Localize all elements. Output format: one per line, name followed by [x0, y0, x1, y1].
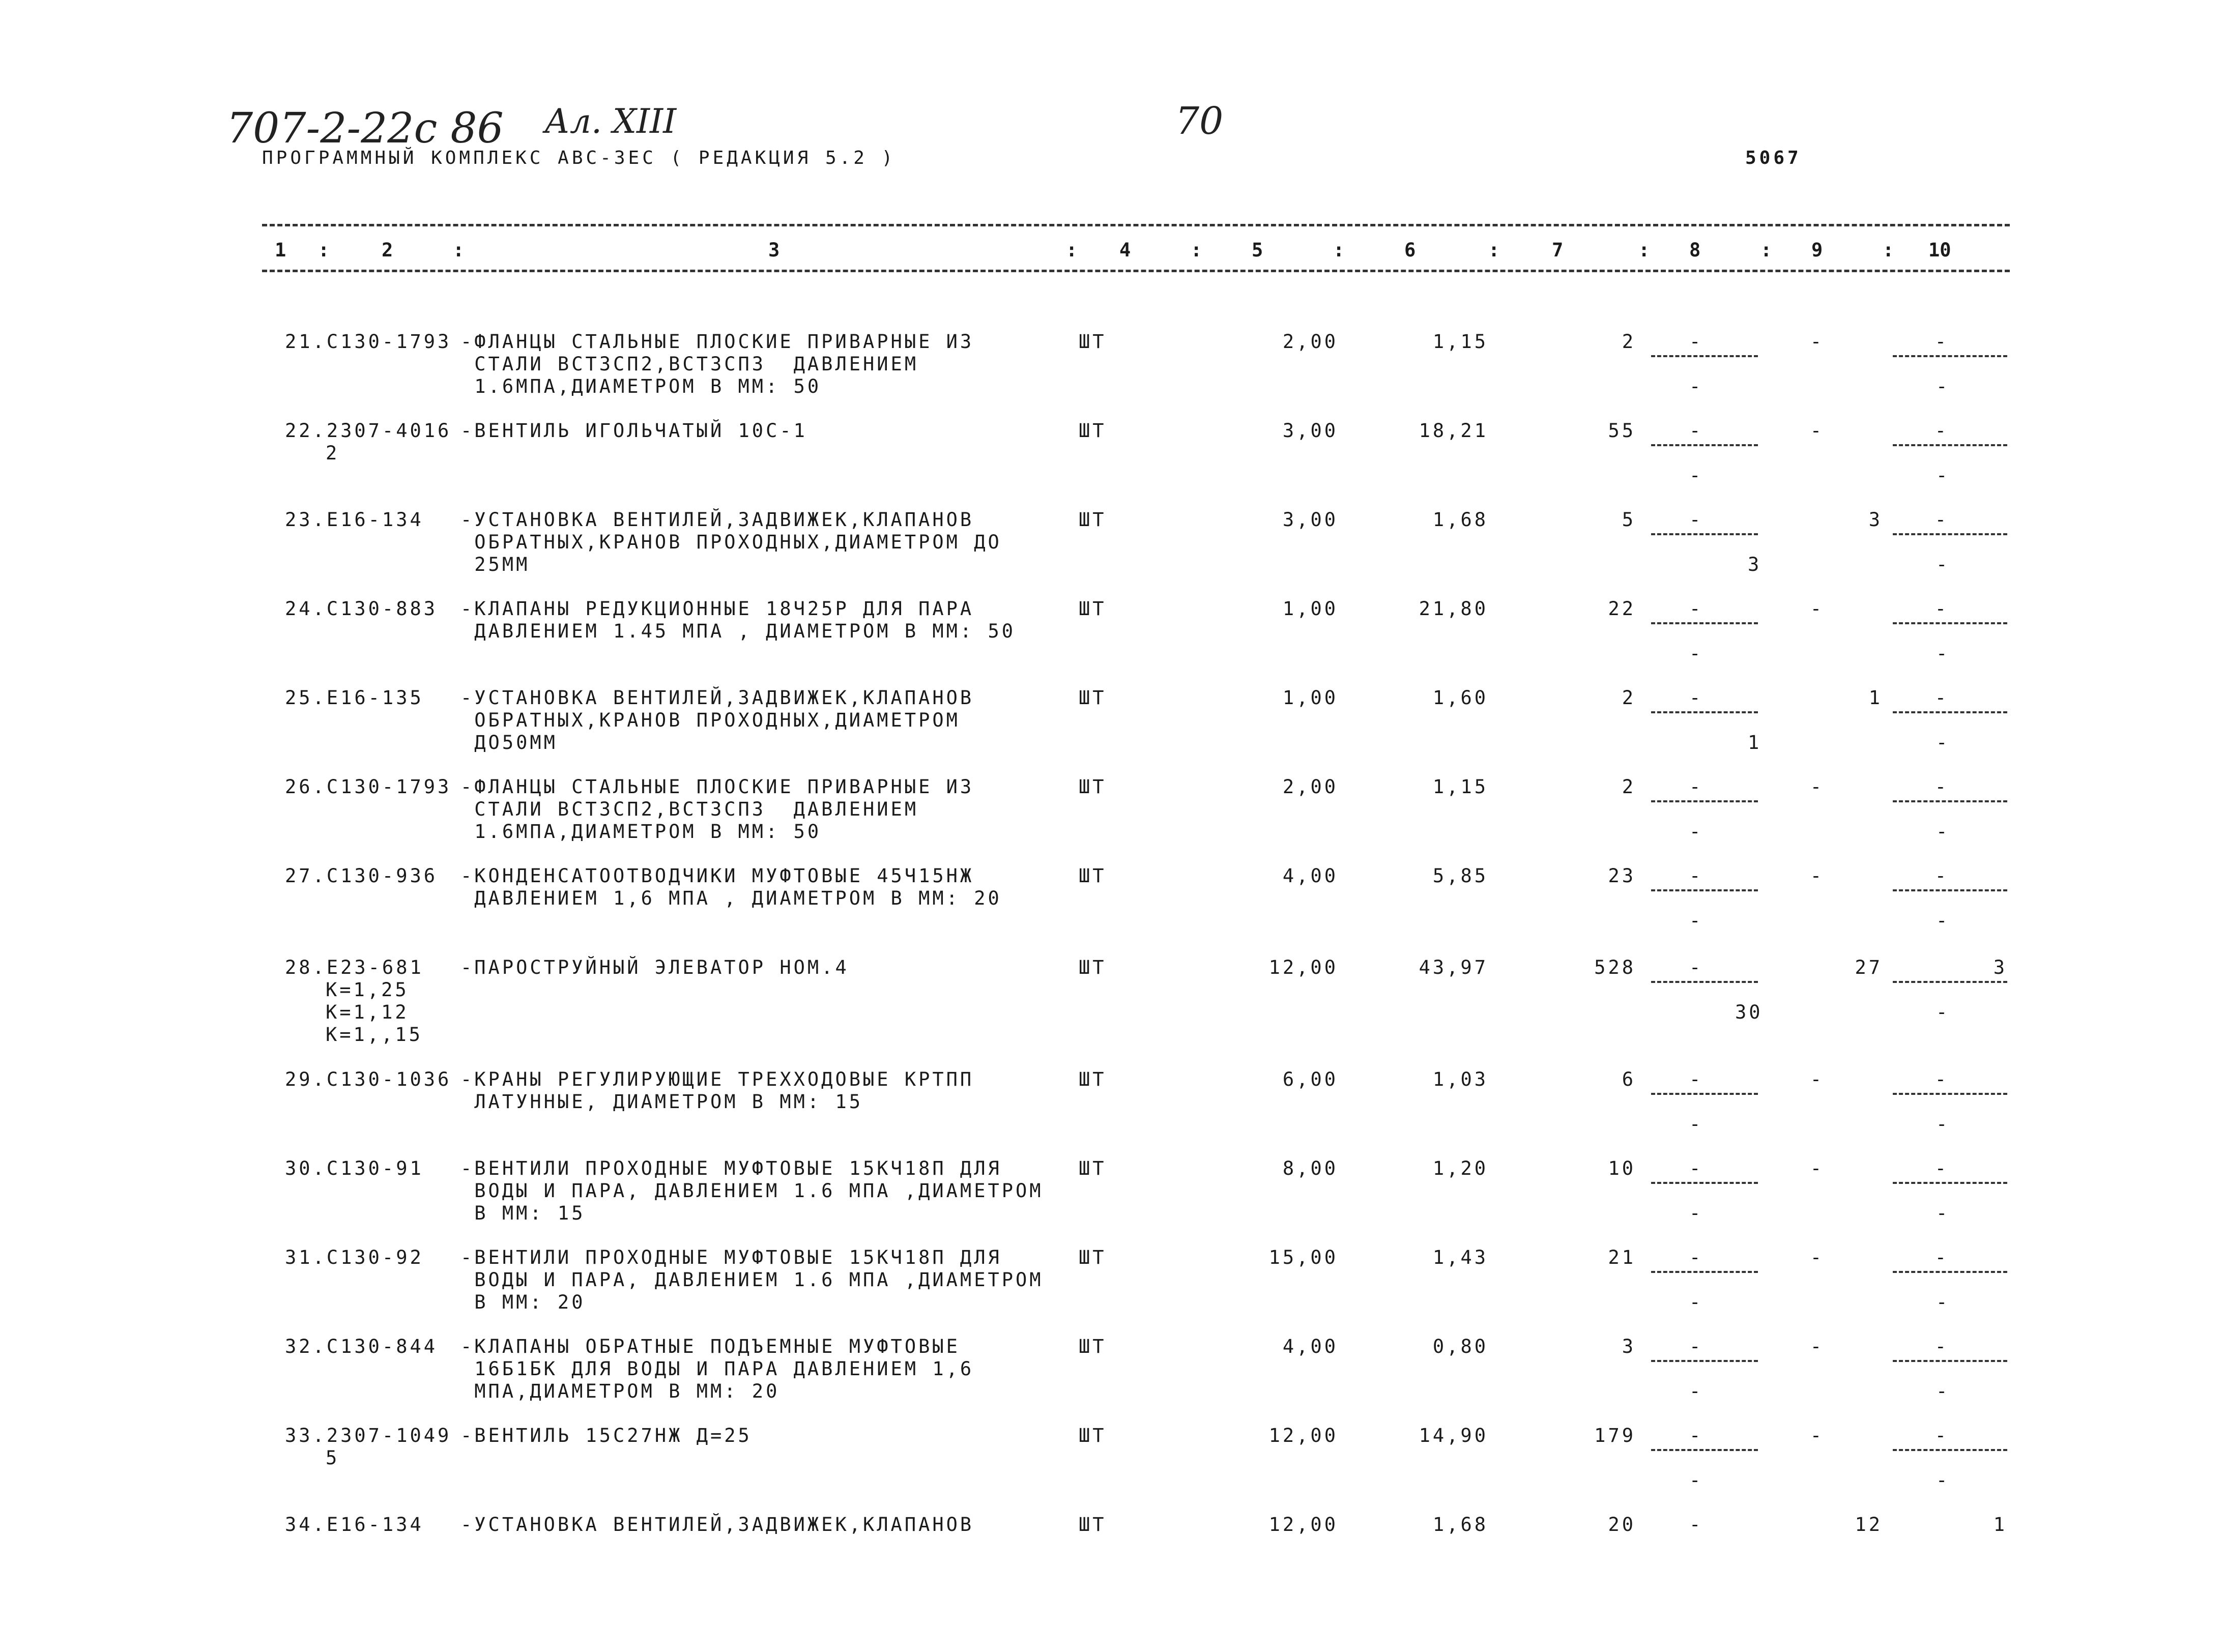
- row-col9: -: [1810, 865, 1824, 887]
- row-col10-fraction-line: [1893, 981, 2007, 983]
- row-code: 26.С130-1793: [285, 776, 452, 798]
- row-unit: ШТ: [1079, 1425, 1107, 1446]
- row-col8-top: -: [1689, 420, 1703, 442]
- column-separator: :: [1638, 239, 1650, 261]
- header-rule-top: [262, 224, 2010, 226]
- row-col9: 1: [1868, 687, 1883, 709]
- row-unit: ШТ: [1079, 420, 1107, 442]
- column-heading-9: 9: [1811, 239, 1823, 261]
- row-col10-top: 1: [1993, 1514, 2007, 1535]
- row-total: 6: [1622, 1068, 1636, 1090]
- row-col8-fraction-line: [1651, 1271, 1758, 1273]
- row-col10-top: -: [1934, 1336, 1949, 1357]
- row-col8-top: -: [1689, 1514, 1703, 1535]
- row-description: -ФЛАНЦЫ СТАЛЬНЫЕ ПЛОСКИЕ ПРИВАРНЫЕ ИЗ СТАЛИ ВСТ3СП2,ВСТ3СП3 ДАВЛЕНИЕМ 1.6МПА,ДИАМЕТРОМ В ММ: 50: [460, 331, 974, 397]
- row-quantity: 8,00: [1282, 1157, 1338, 1179]
- row-col8-bottom: -: [1689, 1202, 1703, 1224]
- row-col10-bottom: -: [1936, 1113, 1950, 1135]
- column-heading-5: 5: [1252, 239, 1263, 261]
- column-heading-2: 2: [382, 239, 393, 261]
- row-code: 25.Е16-135: [285, 687, 424, 709]
- row-col8-bottom: -: [1689, 821, 1703, 843]
- row-col10-fraction-line: [1893, 622, 2007, 624]
- row-col8-fraction-line: [1651, 889, 1758, 891]
- column-heading-4: 4: [1119, 239, 1131, 261]
- row-description: -КЛАПАНЫ ОБРАТНЫЕ ПОДЪЕМНЫЕ МУФТОВЫЕ 16Б1БК ДЛЯ ВОДЫ И ПАРА ДАВЛЕНИЕМ 1,6 МПА,ДИАМЕТРОМ В ММ: 20: [460, 1336, 974, 1402]
- row-col8-fraction-line: [1651, 1360, 1758, 1362]
- row-quantity: 1,00: [1282, 598, 1338, 620]
- row-col10-top: -: [1934, 598, 1949, 620]
- row-col8-bottom: -: [1689, 643, 1703, 664]
- row-col10-fraction-line: [1893, 444, 2007, 446]
- row-description: -ФЛАНЦЫ СТАЛЬНЫЕ ПЛОСКИЕ ПРИВАРНЫЕ ИЗ СТАЛИ ВСТ3СП2,ВСТ3СП3 ДАВЛЕНИЕМ 1.6МПА,ДИАМЕТРОМ В ММ: 50: [460, 776, 974, 843]
- row-quantity: 12,00: [1268, 957, 1338, 978]
- handwritten-album: Ал. XIII: [544, 102, 677, 141]
- row-col9: 3: [1868, 509, 1883, 531]
- row-quantity: 2,00: [1282, 331, 1338, 353]
- row-description: -КОНДЕНСАТООТВОДЧИКИ МУФТОВЫЕ 45Ч15НЖ ДАВЛЕНИЕМ 1,6 МПА , ДИАМЕТРОМ В ММ: 20: [460, 865, 1002, 909]
- row-col10-bottom: -: [1936, 732, 1950, 753]
- row-code: 22.2307-4016: [285, 420, 452, 442]
- row-total: 10: [1608, 1157, 1636, 1179]
- row-code-extra: К=1,25 К=1,12 К=1,,15: [326, 979, 423, 1046]
- row-col8-bottom: -: [1689, 1291, 1703, 1313]
- row-col8-bottom: -: [1689, 910, 1703, 932]
- row-col10-bottom: -: [1936, 821, 1950, 843]
- row-col9: 12: [1855, 1514, 1883, 1535]
- row-col9: -: [1810, 1157, 1824, 1179]
- row-col10-top: 3: [1993, 957, 2007, 978]
- row-col10-top: -: [1934, 1068, 1949, 1090]
- row-unit: ШТ: [1079, 1157, 1107, 1179]
- row-col8-top: -: [1689, 331, 1703, 353]
- row-col8-top: -: [1689, 1425, 1703, 1446]
- row-code: 31.С130-92: [285, 1247, 424, 1268]
- row-description: -ВЕНТИЛЬ 15С27НЖ Д=25: [460, 1425, 752, 1446]
- row-col8-top: -: [1689, 687, 1703, 709]
- row-col10-bottom: -: [1936, 465, 1950, 486]
- row-price: 1,68: [1432, 1514, 1488, 1535]
- row-col8-top: -: [1689, 598, 1703, 620]
- row-col8-bottom: -: [1689, 1380, 1703, 1402]
- row-total: 5: [1622, 509, 1636, 531]
- row-code: 27.С130-936: [285, 865, 438, 887]
- column-separator: :: [1488, 239, 1500, 261]
- row-total: 2: [1622, 687, 1636, 709]
- row-code: 21.С130-1793: [285, 331, 452, 353]
- row-col8-top: -: [1689, 1336, 1703, 1357]
- row-total: 23: [1608, 865, 1636, 887]
- column-separator: :: [1333, 239, 1345, 261]
- row-code-extra: 5: [326, 1447, 340, 1469]
- row-col9: -: [1810, 1068, 1824, 1090]
- row-col10-bottom: -: [1936, 1380, 1950, 1402]
- row-col9: 27: [1855, 957, 1883, 978]
- handwritten-code: 707-2-22с 86: [226, 104, 504, 153]
- row-price: 1,15: [1432, 331, 1488, 353]
- handwritten-page-number: 70: [1175, 99, 1224, 143]
- row-description: -ВЕНТИЛИ ПРОХОДНЫЕ МУФТОВЫЕ 15КЧ18П ДЛЯ ВОДЫ И ПАРА, ДАВЛЕНИЕМ 1.6 МПА ,ДИАМЕТРОМ В ММ: 20: [460, 1247, 1044, 1313]
- row-col8-bottom: -: [1689, 1469, 1703, 1491]
- row-col10-top: -: [1934, 420, 1949, 442]
- row-col8-bottom: -: [1689, 375, 1703, 397]
- row-col9: -: [1810, 1247, 1824, 1268]
- row-col8-bottom: 30: [1735, 1001, 1763, 1023]
- row-quantity: 4,00: [1282, 1336, 1338, 1357]
- row-col10-top: -: [1934, 687, 1949, 709]
- row-total: 179: [1594, 1425, 1636, 1446]
- row-code: 28.Е23-681: [285, 957, 424, 978]
- row-price: 43,97: [1419, 957, 1488, 978]
- row-price: 21,80: [1419, 598, 1488, 620]
- row-description: -КЛАПАНЫ РЕДУКЦИОННЫЕ 18Ч25Р ДЛЯ ПАРА ДАВЛЕНИЕМ 1.45 МПА , ДИАМЕТРОМ В ММ: 50: [460, 598, 1016, 642]
- row-col10-fraction-line: [1893, 1360, 2007, 1362]
- row-total: 20: [1608, 1514, 1636, 1535]
- row-col9: -: [1810, 331, 1824, 353]
- row-col9: -: [1810, 1425, 1824, 1446]
- row-price: 1,15: [1432, 776, 1488, 798]
- row-col10-fraction-line: [1893, 1449, 2007, 1451]
- row-col10-top: -: [1934, 1425, 1949, 1446]
- row-col10-fraction-line: [1893, 355, 2007, 357]
- row-total: 528: [1594, 957, 1636, 978]
- row-code: 24.С130-883: [285, 598, 438, 620]
- row-quantity: 12,00: [1268, 1425, 1338, 1446]
- row-col9: -: [1810, 420, 1824, 442]
- row-col10-bottom: -: [1936, 643, 1950, 664]
- row-col8-fraction-line: [1651, 800, 1758, 802]
- row-total: 3: [1622, 1336, 1636, 1357]
- row-col8-fraction-line: [1651, 1449, 1758, 1451]
- row-col10-bottom: -: [1936, 375, 1950, 397]
- row-price: 5,85: [1432, 865, 1488, 887]
- row-col8-top: -: [1689, 509, 1703, 531]
- row-col8-fraction-line: [1651, 711, 1758, 713]
- row-price: 1,03: [1432, 1068, 1488, 1090]
- row-col10-bottom: -: [1936, 1202, 1950, 1224]
- row-description: -ВЕНТИЛЬ ИГОЛЬЧАТЫЙ 10С-1: [460, 420, 807, 442]
- row-description: -УСТАНОВКА ВЕНТИЛЕЙ,ЗАДВИЖЕК,КЛАПАНОВ ОБРАТНЫХ,КРАНОВ ПРОХОДНЫХ,ДИАМЕТРОМ ДО50ММ: [460, 687, 974, 753]
- row-col8-fraction-line: [1651, 444, 1758, 446]
- row-price: 18,21: [1419, 420, 1488, 442]
- row-unit: ШТ: [1079, 1514, 1107, 1535]
- row-unit: ШТ: [1079, 331, 1107, 353]
- row-col8-top: -: [1689, 957, 1703, 978]
- row-unit: ШТ: [1079, 1247, 1107, 1268]
- row-unit: ШТ: [1079, 1336, 1107, 1357]
- column-heading-8: 8: [1689, 239, 1701, 261]
- row-col9: -: [1810, 598, 1824, 620]
- row-col10-bottom: -: [1936, 1291, 1950, 1313]
- row-col9: -: [1810, 1336, 1824, 1357]
- row-col8-bottom: -: [1689, 1113, 1703, 1135]
- row-col8-top: -: [1689, 1157, 1703, 1179]
- column-heading-3: 3: [768, 239, 780, 261]
- column-separator: :: [1191, 239, 1202, 261]
- column-separator: :: [1883, 239, 1894, 261]
- row-unit: ШТ: [1079, 1068, 1107, 1090]
- row-code: 23.Е16-134: [285, 509, 424, 531]
- row-price: 1,68: [1432, 509, 1488, 531]
- column-separator: :: [453, 239, 465, 261]
- header-rule-bottom: [262, 270, 2010, 272]
- row-price: 1,20: [1432, 1157, 1488, 1179]
- column-separator: :: [1760, 239, 1772, 261]
- row-col8-top: -: [1689, 776, 1703, 798]
- row-quantity: 12,00: [1268, 1514, 1338, 1535]
- row-unit: ШТ: [1079, 598, 1107, 620]
- row-col8-bottom: -: [1689, 465, 1703, 486]
- row-description: -КРАНЫ РЕГУЛИРУЮЩИЕ ТРЕХХОДОВЫЕ КРТПП ЛАТУННЫЕ, ДИАМЕТРОМ В ММ: 15: [460, 1068, 974, 1113]
- row-col10-fraction-line: [1893, 533, 2007, 535]
- column-heading-10: 10: [1928, 239, 1951, 261]
- row-col10-top: -: [1934, 509, 1949, 531]
- row-description: -УСТАНОВКА ВЕНТИЛЕЙ,ЗАДВИЖЕК,КЛАПАНОВ: [460, 1514, 974, 1535]
- row-quantity: 2,00: [1282, 776, 1338, 798]
- row-description: -ПАРОСТРУЙНЫЙ ЭЛЕВАТОР НОМ.4: [460, 957, 849, 978]
- column-separator: :: [1066, 239, 1078, 261]
- doc-number: 5067: [1745, 148, 1802, 168]
- row-col9: -: [1810, 776, 1824, 798]
- row-col10-bottom: -: [1936, 910, 1950, 932]
- program-header: ПРОГРАММНЫЙ КОМПЛЕКС АВС-3ЕС ( РЕДАКЦИЯ 5.2 ): [262, 148, 896, 168]
- row-col8-fraction-line: [1651, 1093, 1758, 1095]
- row-col10-fraction-line: [1893, 1093, 2007, 1095]
- row-total: 21: [1608, 1247, 1636, 1268]
- row-col10-bottom: -: [1936, 1469, 1950, 1491]
- row-quantity: 3,00: [1282, 420, 1338, 442]
- row-price: 1,43: [1432, 1247, 1488, 1268]
- row-col8-top: -: [1689, 1068, 1703, 1090]
- row-col10-fraction-line: [1893, 711, 2007, 713]
- row-col8-fraction-line: [1651, 981, 1758, 983]
- row-unit: ШТ: [1079, 776, 1107, 798]
- row-description: -ВЕНТИЛИ ПРОХОДНЫЕ МУФТОВЫЕ 15КЧ18П ДЛЯ ВОДЫ И ПАРА, ДАВЛЕНИЕМ 1.6 МПА ,ДИАМЕТРОМ В ММ: 15: [460, 1157, 1044, 1224]
- row-col10-top: -: [1934, 1157, 1949, 1179]
- row-code: 30.С130-91: [285, 1157, 424, 1179]
- row-col10-bottom: -: [1936, 1001, 1950, 1023]
- row-quantity: 4,00: [1282, 865, 1338, 887]
- row-unit: ШТ: [1079, 687, 1107, 709]
- row-total: 2: [1622, 776, 1636, 798]
- row-col8-top: -: [1689, 1247, 1703, 1268]
- row-unit: ШТ: [1079, 865, 1107, 887]
- column-heading-1: 1: [275, 239, 286, 261]
- row-price: 14,90: [1419, 1425, 1488, 1446]
- row-col10-top: -: [1934, 1247, 1949, 1268]
- row-col8-fraction-line: [1651, 533, 1758, 535]
- row-col8-fraction-line: [1651, 355, 1758, 357]
- row-total: 22: [1608, 598, 1636, 620]
- row-col8-fraction-line: [1651, 1182, 1758, 1184]
- row-col10-top: -: [1934, 776, 1949, 798]
- row-code: 34.Е16-134: [285, 1514, 424, 1535]
- row-code: 33.2307-1049: [285, 1425, 452, 1446]
- row-col10-fraction-line: [1893, 1271, 2007, 1273]
- row-quantity: 15,00: [1268, 1247, 1338, 1268]
- row-col8-bottom: 1: [1748, 732, 1762, 753]
- row-quantity: 6,00: [1282, 1068, 1338, 1090]
- row-col10-top: -: [1934, 865, 1949, 887]
- row-quantity: 1,00: [1282, 687, 1338, 709]
- row-code-extra: 2: [326, 442, 340, 464]
- row-price: 0,80: [1432, 1336, 1488, 1357]
- row-price: 1,60: [1432, 687, 1488, 709]
- row-col10-fraction-line: [1893, 800, 2007, 802]
- row-col10-fraction-line: [1893, 1182, 2007, 1184]
- column-separator: :: [318, 239, 330, 261]
- row-col8-bottom: 3: [1748, 554, 1762, 575]
- row-col10-top: -: [1934, 331, 1949, 353]
- column-heading-6: 6: [1404, 239, 1416, 261]
- row-unit: ШТ: [1079, 509, 1107, 531]
- row-col8-top: -: [1689, 865, 1703, 887]
- row-code: 29.С130-1036: [285, 1068, 452, 1090]
- row-total: 55: [1608, 420, 1636, 442]
- row-col10-fraction-line: [1893, 889, 2007, 891]
- row-total: 2: [1622, 331, 1636, 353]
- row-quantity: 3,00: [1282, 509, 1338, 531]
- row-col8-fraction-line: [1651, 622, 1758, 624]
- row-unit: ШТ: [1079, 957, 1107, 978]
- row-code: 32.С130-844: [285, 1336, 438, 1357]
- row-col10-bottom: -: [1936, 554, 1950, 575]
- row-description: -УСТАНОВКА ВЕНТИЛЕЙ,ЗАДВИЖЕК,КЛАПАНОВ ОБРАТНЫХ,КРАНОВ ПРОХОДНЫХ,ДИАМЕТРОМ ДО 25ММ: [460, 509, 1002, 575]
- column-heading-7: 7: [1552, 239, 1564, 261]
